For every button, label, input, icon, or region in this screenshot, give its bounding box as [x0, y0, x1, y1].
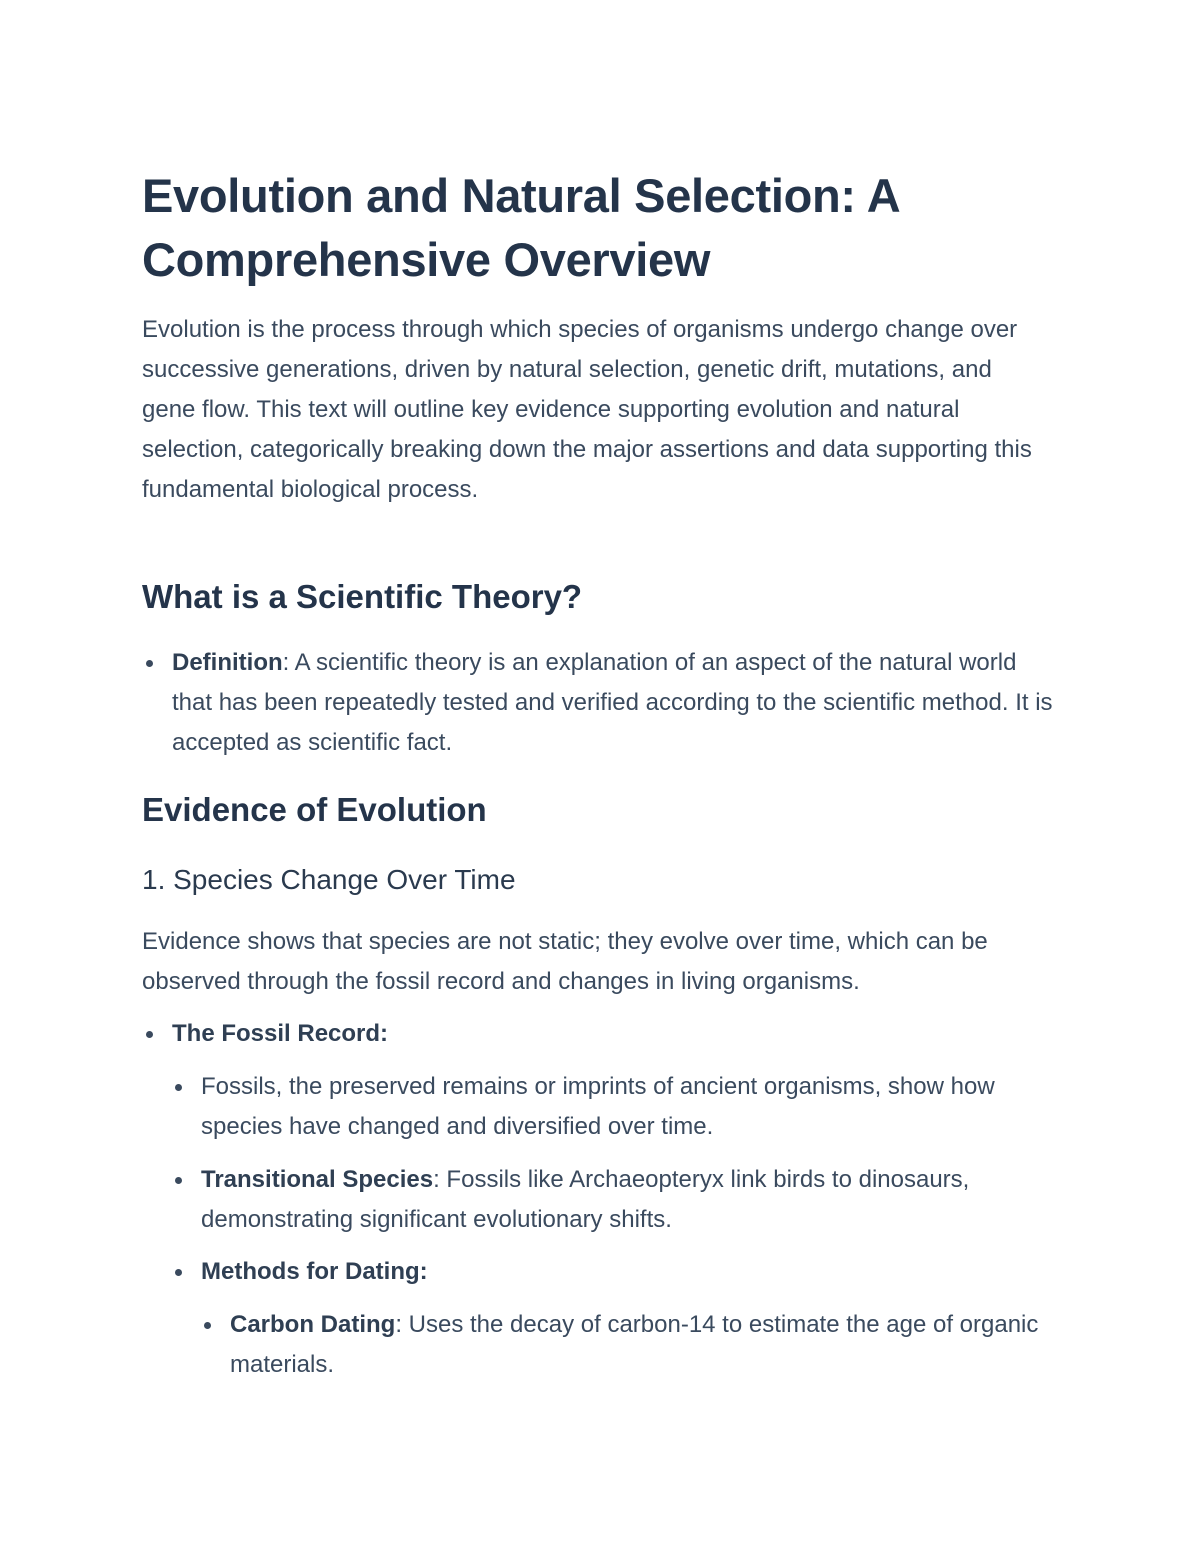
bullet-icon: [175, 1084, 182, 1091]
term-fossil-record: The Fossil Record: [172, 1020, 381, 1047]
list-item-fossil-record: [172, 1014, 1052, 1054]
term-fossil-record-colon: :: [380, 1020, 389, 1047]
paragraph-species-change: Evidence shows that species are not static; they evolve over time, which can be observed through the fossil record and changes in living organisms.: [142, 928, 988, 995]
bullet-icon: [204, 1322, 211, 1329]
document-title: Evolution and Natural Selection: A Comprehensive Overview: [142, 169, 899, 286]
text-fossils: Fossils, the preserved remains or imprints of ancient organisms, show how species have changed and diversified over time.: [201, 1073, 995, 1140]
text-definition: : A scientific theory is an explanation of an aspect of the natural world that has been repeatedly tested and verified according to the scientific method. It is accepted as scientific fact.: [172, 649, 1053, 756]
term-carbon-dating: Carbon Dating: [230, 1311, 396, 1338]
bullet-icon: [146, 660, 153, 667]
term-transitional-species: Transitional Species: [201, 1166, 434, 1193]
heading-scientific-theory: What is a Scientific Theory?: [142, 578, 583, 615]
text-transitional-species: : Fossils like Archaeopteryx link birds to dinosaurs, demonstrating significant evolutionary shifts.: [201, 1166, 970, 1233]
list-item-fossils: [201, 1067, 1061, 1147]
list-item-carbon-dating: [230, 1305, 1040, 1385]
list-item-transitional-species: [201, 1160, 1001, 1240]
heading-evidence-of-evolution: Evidence of Evolution: [142, 791, 487, 828]
bullet-icon: [175, 1269, 182, 1276]
intro-paragraph: Evolution is the process through which species of organisms undergo change over successive generations, driven by natural selection, genetic drift, mutations, and gene flow. This text will outline key evidence supporting evolution and natural selection, categorically breaking down the major assertions and data supporting this fundamental biological process.: [142, 316, 1032, 503]
bullet-icon: [175, 1177, 182, 1184]
list-item-methods-dating: [201, 1252, 1061, 1292]
subheading-species-change: 1. Species Change Over Time: [142, 864, 516, 895]
term-methods-dating: Methods for Dating: [201, 1258, 420, 1285]
bullet-icon: [146, 1031, 153, 1038]
text-methods-dating: :: [419, 1258, 428, 1285]
term-definition: Definition: [172, 649, 283, 676]
text-carbon-dating: : Uses the decay of carbon-14 to estimate the age of organic materials.: [230, 1311, 1039, 1378]
list-item-definition: [172, 643, 1062, 763]
